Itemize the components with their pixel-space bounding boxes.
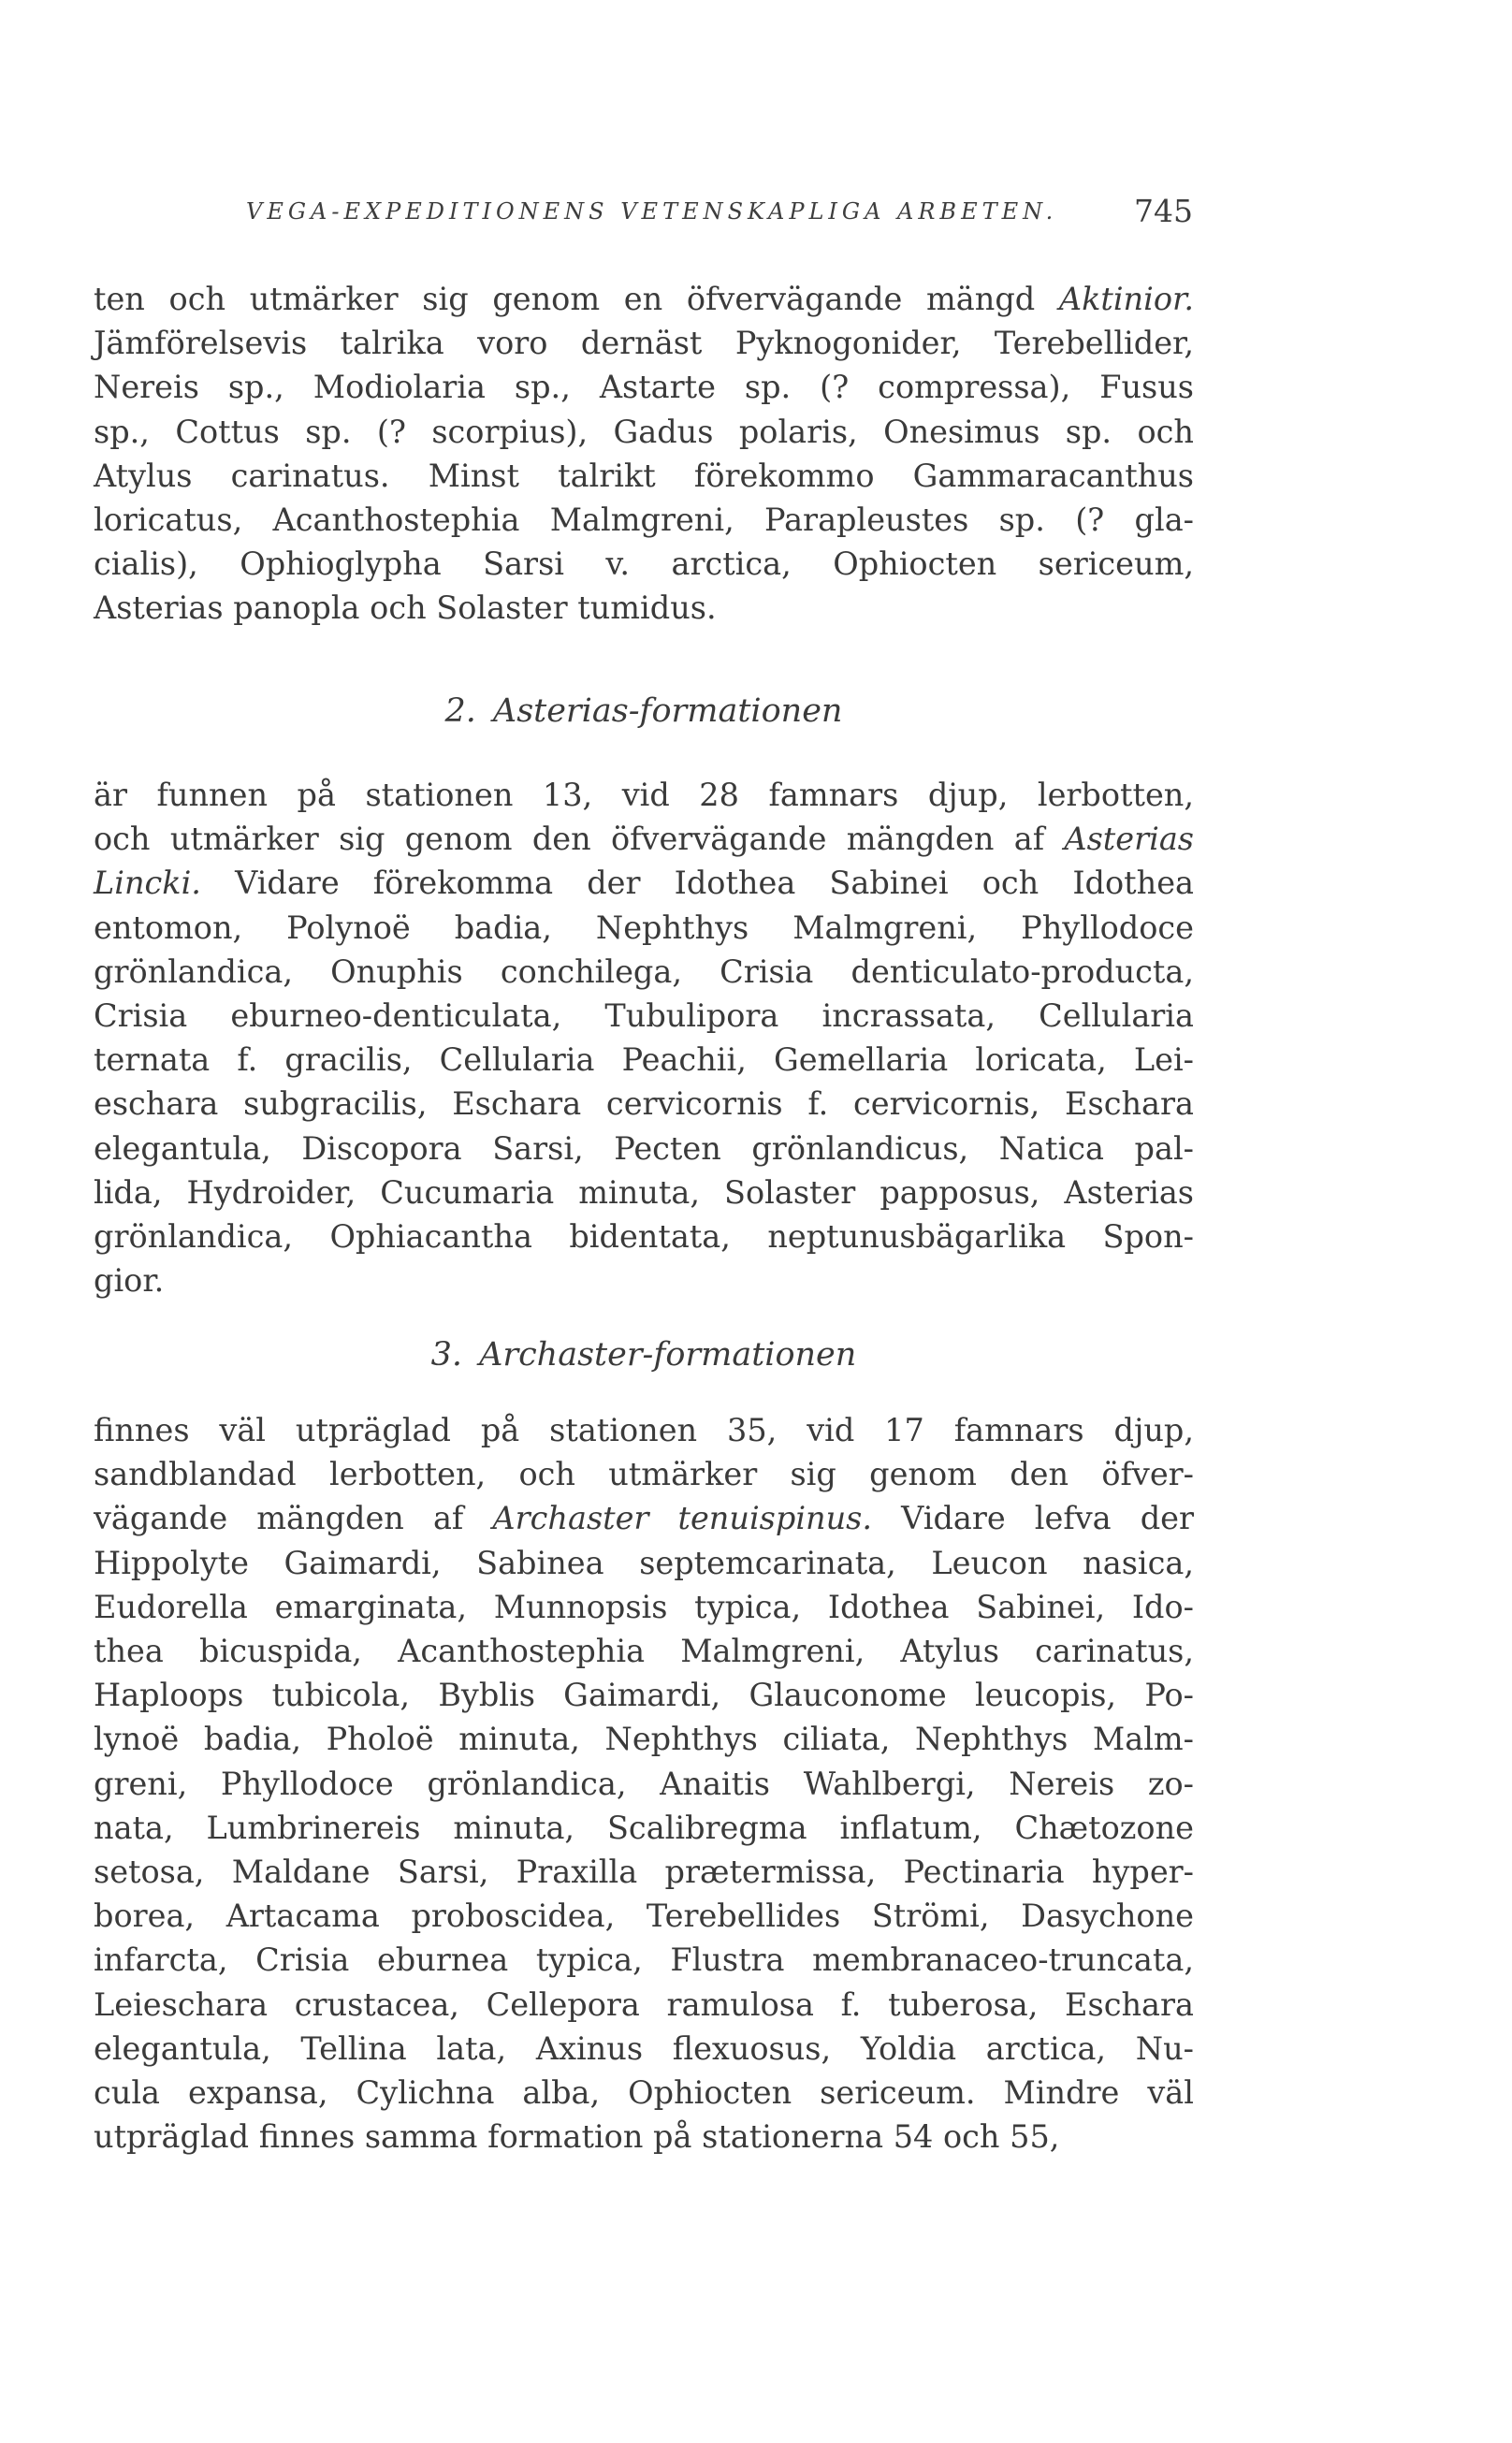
text-line	[94, 773, 1194, 817]
text-line	[94, 1717, 1194, 1761]
text-run: nata, Lumbrinereis minuta, Scalibregma inflatum, Chætozone	[94, 1809, 1194, 1846]
italic-taxon: Asterias	[1064, 821, 1194, 858]
italic-taxon: Aktinior.	[1058, 281, 1194, 317]
text-run: Eudorella emarginata, Munnopsis typica, Idothea Sabinei, Ido-	[94, 1588, 1194, 1625]
text-line	[94, 365, 1194, 409]
text-line	[94, 1214, 1194, 1258]
text-run: lida, Hydroider, Cucumaria minuta, Solaster papposus, Asterias	[94, 1173, 1194, 1211]
text-run: Atylus carinatus. Minst talrikt förekommo Gammaracanthus	[94, 457, 1194, 494]
text-run: Vidare lefva der	[872, 1500, 1195, 1537]
text-line	[94, 454, 1194, 498]
text-run: sandblandad lerbotten, och utmärker sig genom den öfver-	[94, 1456, 1194, 1493]
text-line	[94, 1894, 1194, 1938]
text-line	[94, 1408, 1194, 1452]
text-run: cula expansa, Cylichna alba, Ophiocten sericeum. Mindre väl	[94, 2074, 1194, 2112]
page-number: 745	[1134, 193, 1193, 229]
text-run: ternata f. gracilis, Cellularia Peachii, Gemellaria loricata, Lei-	[94, 1041, 1194, 1079]
paragraph-archaster-formation	[94, 1408, 1194, 2159]
section-heading-archaster	[94, 1336, 1194, 1374]
text-run: lynoë badia, Pholoë minuta, Nephthys ciliata, Nephthys Malm-	[94, 1721, 1194, 1758]
text-run: elegantula, Tellina lata, Axinus flexuosus, Yoldia arctica, Nu-	[94, 2029, 1194, 2067]
text-run: Leieschara crustacea, Cellepora ramulosa f. tuberosa, Eschara	[94, 1985, 1194, 2023]
text-line	[94, 861, 1194, 905]
text-line	[94, 586, 1194, 630]
text-line	[94, 277, 1194, 321]
text-line	[94, 542, 1194, 586]
text-line	[94, 906, 1194, 950]
section-heading-asterias	[94, 692, 1194, 730]
text-line	[94, 1806, 1194, 1850]
text-run: infarcta, Crisia eburnea typica, Flustra membranaceo-truncata,	[94, 1941, 1194, 1979]
text-run: Asterias panopla och Solaster tumidus.	[94, 589, 717, 627]
text-line	[94, 1983, 1194, 2027]
paragraph-aktinior-continuation	[94, 277, 1194, 631]
text-run: elegantula, Discopora Sarsi, Pecten grönlandicus, Natica pal-	[94, 1129, 1194, 1167]
text-line	[94, 817, 1194, 861]
italic-taxon: Archaster tenuispinus.	[492, 1500, 873, 1537]
text-line	[94, 2115, 1194, 2159]
text-run: borea, Artacama proboscidea, Terebellides Strömi, Dasychone	[94, 1898, 1194, 1935]
text-line	[94, 1082, 1194, 1126]
text-run: Crisia eburneo-denticulata, Tubulipora incrassata, Cellularia	[94, 997, 1194, 1035]
text-run: eschara subgracilis, Eschara cervicornis f. cervicornis, Eschara	[94, 1085, 1194, 1123]
text-line	[94, 994, 1194, 1038]
italic-taxon: Lincki.	[94, 865, 201, 902]
text-run: grönlandica, Ophiacantha bidentata, neptunusbägarlika Spon-	[94, 1218, 1194, 1256]
text-line	[94, 2071, 1194, 2115]
text-line	[94, 1938, 1194, 1982]
text-line	[94, 2027, 1194, 2071]
text-run: thea bicuspida, Acanthostephia Malmgreni, Atylus carinatus,	[94, 1633, 1194, 1670]
section-number: 2.	[444, 692, 476, 730]
page-header	[246, 193, 1193, 236]
section-number: 3.	[430, 1336, 463, 1374]
text-line	[94, 321, 1194, 365]
text-line	[94, 1762, 1194, 1806]
text-line	[94, 410, 1194, 454]
text-line	[94, 1452, 1194, 1496]
text-line	[94, 1585, 1194, 1629]
section-title: Asterias-formationen	[492, 692, 843, 730]
text-run: entomon, Polynoë badia, Nephthys Malmgreni, Phyllodoce	[94, 909, 1194, 946]
text-run: finnes väl utpräglad på stationen 35, vid 17 famnars djup,	[94, 1412, 1194, 1448]
text-run: Nereis sp., Modiolaria sp., Astarte sp. (? compressa), Fusus	[94, 369, 1194, 406]
text-run: Haploops tubicola, Byblis Gaimardi, Glauconome leucopis, Po-	[94, 1677, 1194, 1714]
text-line	[94, 1673, 1194, 1717]
paragraph-asterias-formation	[94, 773, 1194, 1302]
text-run: gior.	[94, 1262, 165, 1300]
running-head: VEGA-EXPEDITIONENS VETENSKAPLIGA ARBETEN.	[246, 198, 1058, 225]
text-line	[94, 1127, 1194, 1171]
text-run: vägande mängden af	[94, 1500, 493, 1537]
text-line	[94, 1541, 1194, 1585]
text-run: och utmärker sig genom den öfvervägande mängden af	[94, 821, 1065, 858]
text-run: loricatus, Acanthostephia Malmgreni, Parapleustes sp. (? gla-	[94, 502, 1194, 539]
text-run: setosa, Maldane Sarsi, Praxilla prætermissa, Pectinaria hyper-	[94, 1854, 1194, 1891]
text-run: Vidare förekomma der Idothea Sabinei och Idothea	[200, 865, 1194, 902]
text-run: sp., Cottus sp. (? scorpius), Gadus polaris, Onesimus sp. och	[94, 413, 1194, 450]
text-line	[94, 1038, 1194, 1082]
text-run: cialis), Ophioglypha Sarsi v. arctica, Ophiocten sericeum,	[94, 545, 1194, 583]
section-title: Archaster-formationen	[479, 1336, 857, 1374]
text-run: Jämförelsevis talrika voro dernäst Pyknogonider, Terebellider,	[94, 325, 1194, 362]
text-run: utpräglad finnes samma formation på stationerna 54 och 55,	[94, 2118, 1060, 2156]
text-line	[94, 1629, 1194, 1673]
text-run: greni, Phyllodoce grönlandica, Anaitis Wahlbergi, Nereis zo-	[94, 1765, 1194, 1802]
text-run: ten och utmärker sig genom en öfvervägande mängd	[94, 281, 1059, 317]
text-line	[94, 1850, 1194, 1894]
text-line	[94, 950, 1194, 994]
text-line	[94, 1258, 1194, 1302]
text-line	[94, 1496, 1194, 1540]
text-run: grönlandica, Onuphis conchilega, Crisia denticulato-producta,	[94, 952, 1194, 990]
text-line	[94, 498, 1194, 542]
text-line	[94, 1171, 1194, 1214]
text-run: Hippolyte Gaimardi, Sabinea septemcarinata, Leucon nasica,	[94, 1544, 1194, 1581]
text-run: är funnen på stationen 13, vid 28 famnars djup, lerbotten,	[94, 777, 1194, 813]
